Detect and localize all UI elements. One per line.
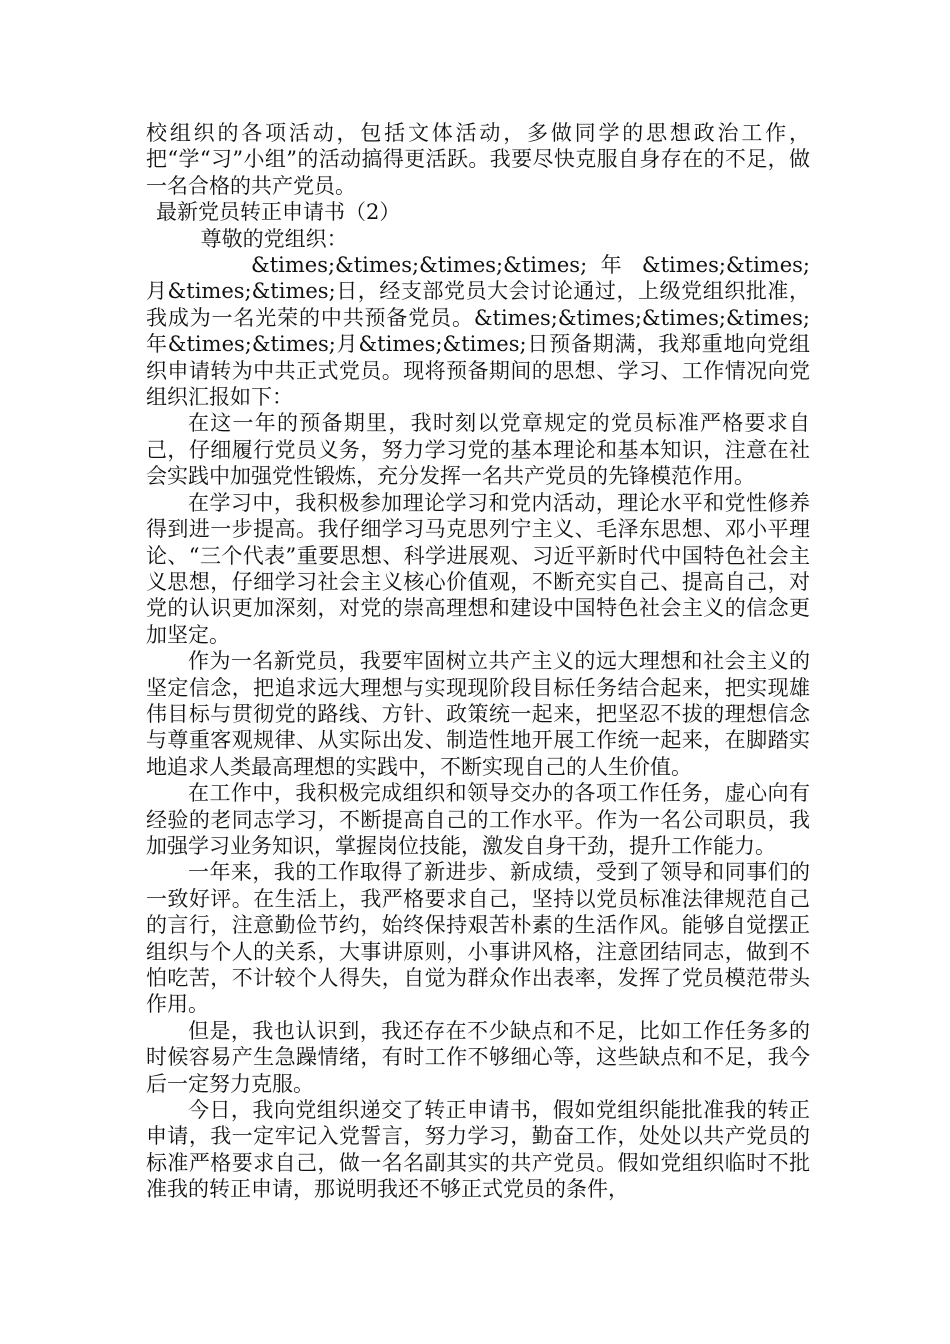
body-paragraph: 一年来，我的工作取得了新进步、新成绩，受到了领导和同事们的一致好评。在生活上，我严格要求自己，坚持以党员标准法律规范自己的言行，注意勤俭节约，始终保持艰苦朴素的生活作风。能够自觉摆正组织与个人的关系，大事讲原则，小事讲风格，注意团结同志，做到不怕吃苦，不计较个人得失，自觉为群众作出表率，发挥了党员模范带头作用。: [146, 860, 810, 1017]
body-paragraph: 但是，我也认识到，我还存在不少缺点和不足，比如工作任务多的时候容易产生急躁情绪，有时工作不够细心等，这些缺点和不足，我今后一定努力克服。: [146, 1018, 810, 1096]
salutation: 尊敬的党组织：: [200, 226, 348, 251]
body-paragraph: 在工作中，我积极完成组织和领导交办的各项工作任务，虚心向有经验的老同志学习，不断提高自己的工作水平。作为一名公司职员，我加强学习业务知识，掌握岗位技能，激发自身干劲，提升工作能力。: [146, 781, 810, 858]
body-paragraph: 今日，我向党组织递交了转正申请书，假如党组织能批准我的转正申请，我一定牢记入党誓言，努力学习，勤奋工作，处处以共产党员的标准严格要求自己，做一名名副其实的共产党员。假如党组织临时不批准我的转正申请，那说明我还不够正式党员的条件，: [146, 1098, 810, 1202]
body-paragraph: 在学习中，我积极参加理论学习和党内活动，理论水平和党性修养得到进一步提高。我仔细学习马克思列宁主义、毛泽东思想、邓小平理论、“三个代表”重要思想、科学进展观、习近平新时代中国特色社会主义思想，仔细学习社会主义核心价值观，不断充实自己、提高自己，对党的认识更加深刻，对党的崇高理想和建设中国特色社会主义的信念更加坚定。: [146, 490, 810, 647]
body-paragraph-date: &times;&times;&times;&times; 年 &times;&times; 月&times;&times;日，经支部党员大会讨论通过，上级党组织批准，我成为一名光荣的中共预备党员。&times;&times;&times;&times;年&times;&times;月&times;&times;日预备期满，我郑重地向党组织申请转为中共正式党员。现将预备期间的思想、学习、工作情况向党组织汇报如下：: [146, 253, 810, 410]
body-paragraph: 在这一年的预备期里，我时刻以党章规定的党员标准严格要求自己，仔细履行党员义务，努力学习党的基本理论和基本知识，注意在社会实践中加强党性锻炼，充分发挥一名共产党员的先锋模范作用。: [146, 411, 810, 489]
section-title: 最新党员转正申请书（2）: [156, 200, 401, 225]
body-paragraph: 作为一名新党员，我要牢固树立共产主义的远大理想和社会主义的坚定信念，把追求远大理想与实现现阶段目标任务结合起来，把实现雄伟目标与贯彻党的路线、方针、政策统一起来，把坚忍不拔的理想信念与尊重客观规律、从实际出发、制造性地开展工作统一起来，在脚踏实地追求人类最高理想的实践中，不断实现自己的人生价值。: [146, 649, 810, 779]
document-page: [146, 120, 810, 1203]
intro-paragraph: 校组织的各项活动，包括文体活动，多做同学的思想政治工作，把“学“习”小组”的活动搞得更活跃。我要尽快克服自身存在的不足，做一名合格的共产党员。: [146, 121, 810, 198]
